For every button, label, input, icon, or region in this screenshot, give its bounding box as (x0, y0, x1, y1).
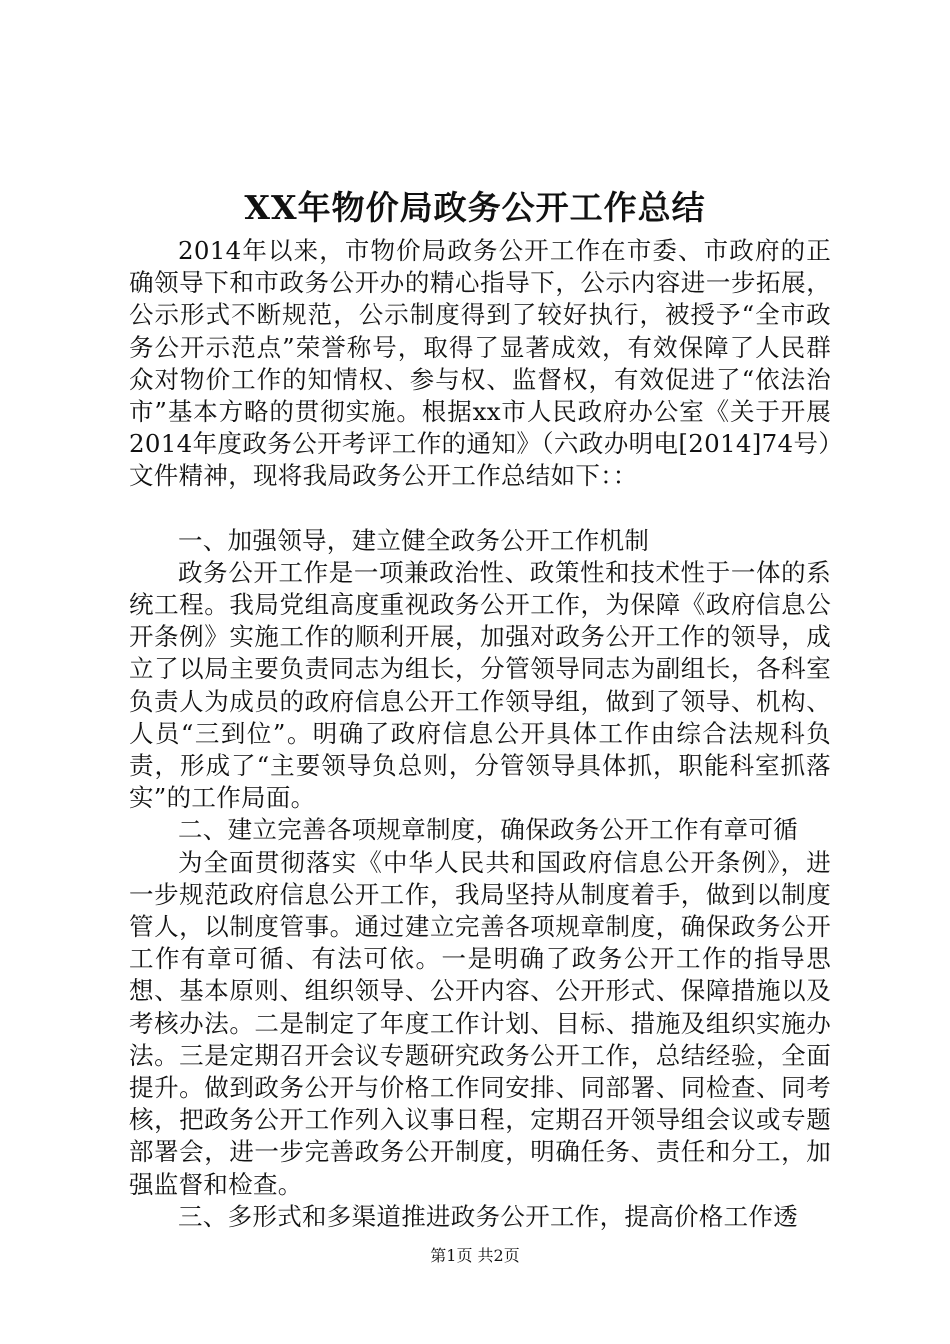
section-1-paragraph: 政务公开工作是一项兼政治性、政策性和技术性于一体的系统工程。我局党组高度重视政务公开工作，为保障《政府信息公开条例》实施工作的顺利开展，加强对政务公开工作的领导，成立了以局主要负责同志为组长，分管领导同志为副组长，各科室负责人为成员的政府信息公开工作领导组，做到了领导、机构、人员“三到位”。明确了政府信息公开具体工作由综合法规科负责，形成了“主要领导负总则，分管领导具体抓，职能科室抓落实”的工作局面。 (129, 557, 831, 813)
section-1-heading: 一、加强领导，建立健全政务公开工作机制 (178, 525, 650, 555)
section-2-heading: 二、建立完善各项规章制度，确保政务公开工作有章可循 (178, 815, 798, 845)
section-3-heading: 三、多形式和多渠道推进政务公开工作，提高价格工作透 (178, 1201, 798, 1231)
page-number-footer: 第1页 共2页 (430, 1246, 520, 1265)
section-2-paragraph: 为全面贯彻落实《中华人民共和国政府信息公开条例》，进一步规范政府信息公开工作，我局坚持从制度着手，做到以制度管人，以制度管事。通过建立完善各项规章制度，确保政务公开工作有章可循、有法可依。一是明确了政务公开工作的指导思想、基本原则、组织领导、公开内容、公开形式、保障措施以及考核办法。二是制定了年度工作计划、目标、措施及组织实施办法。三是定期召开会议专题研究政务公开工作，总结经验，全面提升。做到政务公开与价格工作同安排、同部署、同检查、同考核，把政务公开工作列入议事日程，定期召开领导组会议或专题部署会，进一步完善政务公开制度，明确任务、责任和分工，加强监督和检查。 (129, 847, 831, 1199)
document-title: XX年物价局政务公开工作总结 (244, 188, 706, 227)
document-body (129, 235, 831, 1233)
intro-paragraph: 2014年以来，市物价局政务公开工作在市委、市政府的正确领导下和市政务公开办的精心指导下，公示内容进一步拓展，公示形式不断规范，公示制度得到了较好执行，被授予“全市政务公开示范点”荣誉称号，取得了显著成效，有效保障了人民群众对物价工作的知情权、参与权、监督权，有效促进了“依法治市”基本方略的贯彻实施。根据xx市人民政府办公室《关于开展2014年度政务公开考评工作的通知》（六政办明电[2014]74号）文件精神，现将我局政务公开工作总结如下：： (129, 236, 832, 491)
